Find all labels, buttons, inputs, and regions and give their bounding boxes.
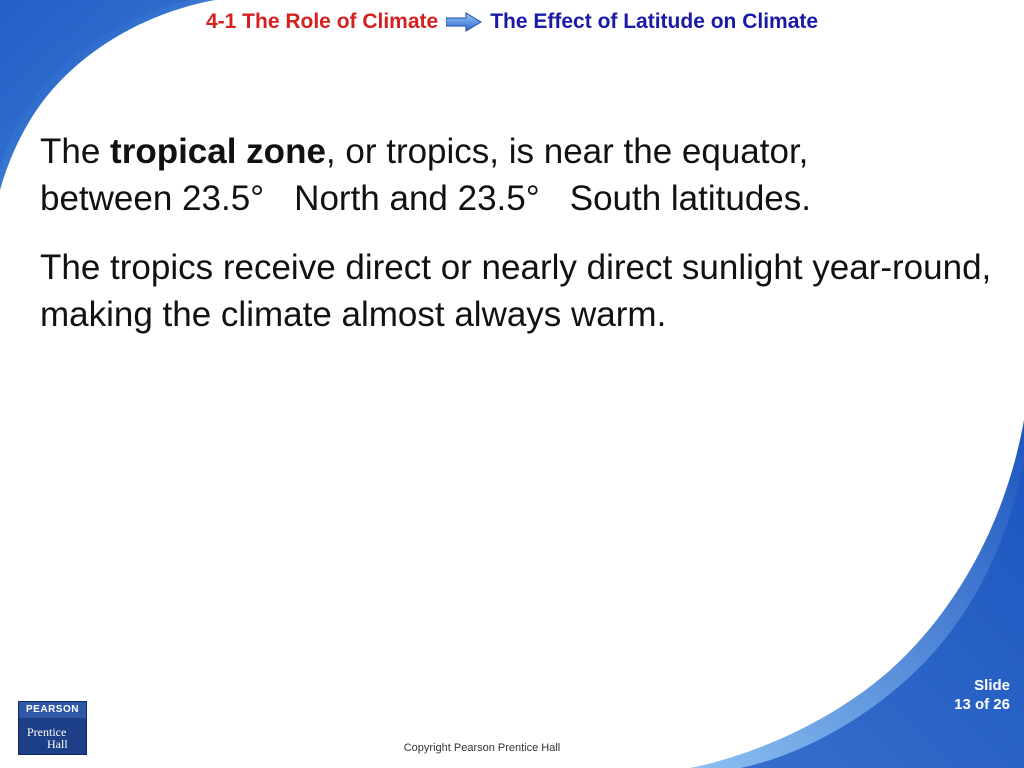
topic-title: The Effect of Latitude on Climate [490, 10, 819, 33]
paragraph-sunlight: The tropics receive direct or nearly direct sunlight year-round, making the climate almost always warm. [40, 248, 992, 334]
slide-content [40, 128, 1000, 360]
paragraph-tropical-zone [40, 128, 1000, 222]
p1-line2-a: between 23.5° [40, 179, 265, 218]
logo-line-2: Hall [47, 737, 68, 751]
p1-line2-b: North and 23.5° [294, 179, 540, 218]
copyright-footer: Copyright Pearson Prentice Hall [403, 742, 561, 754]
slide-label: Slide [974, 677, 1010, 694]
arrow-right-icon [446, 12, 482, 32]
slide-header [206, 8, 966, 36]
logo-line-1: Prentice [27, 725, 67, 739]
logo-brand: PEARSON [19, 702, 86, 718]
p1-start: The [40, 132, 111, 171]
term-tropical-zone: tropical zone [110, 132, 326, 171]
slide-position: 13 of 26 [954, 696, 1010, 713]
p1-line2-c: South latitudes. [569, 179, 811, 218]
p1-rest: , or tropics, is near the equator, [325, 132, 809, 171]
slide-counter [954, 676, 1010, 714]
section-title: 4-1 The Role of Climate [206, 10, 439, 33]
